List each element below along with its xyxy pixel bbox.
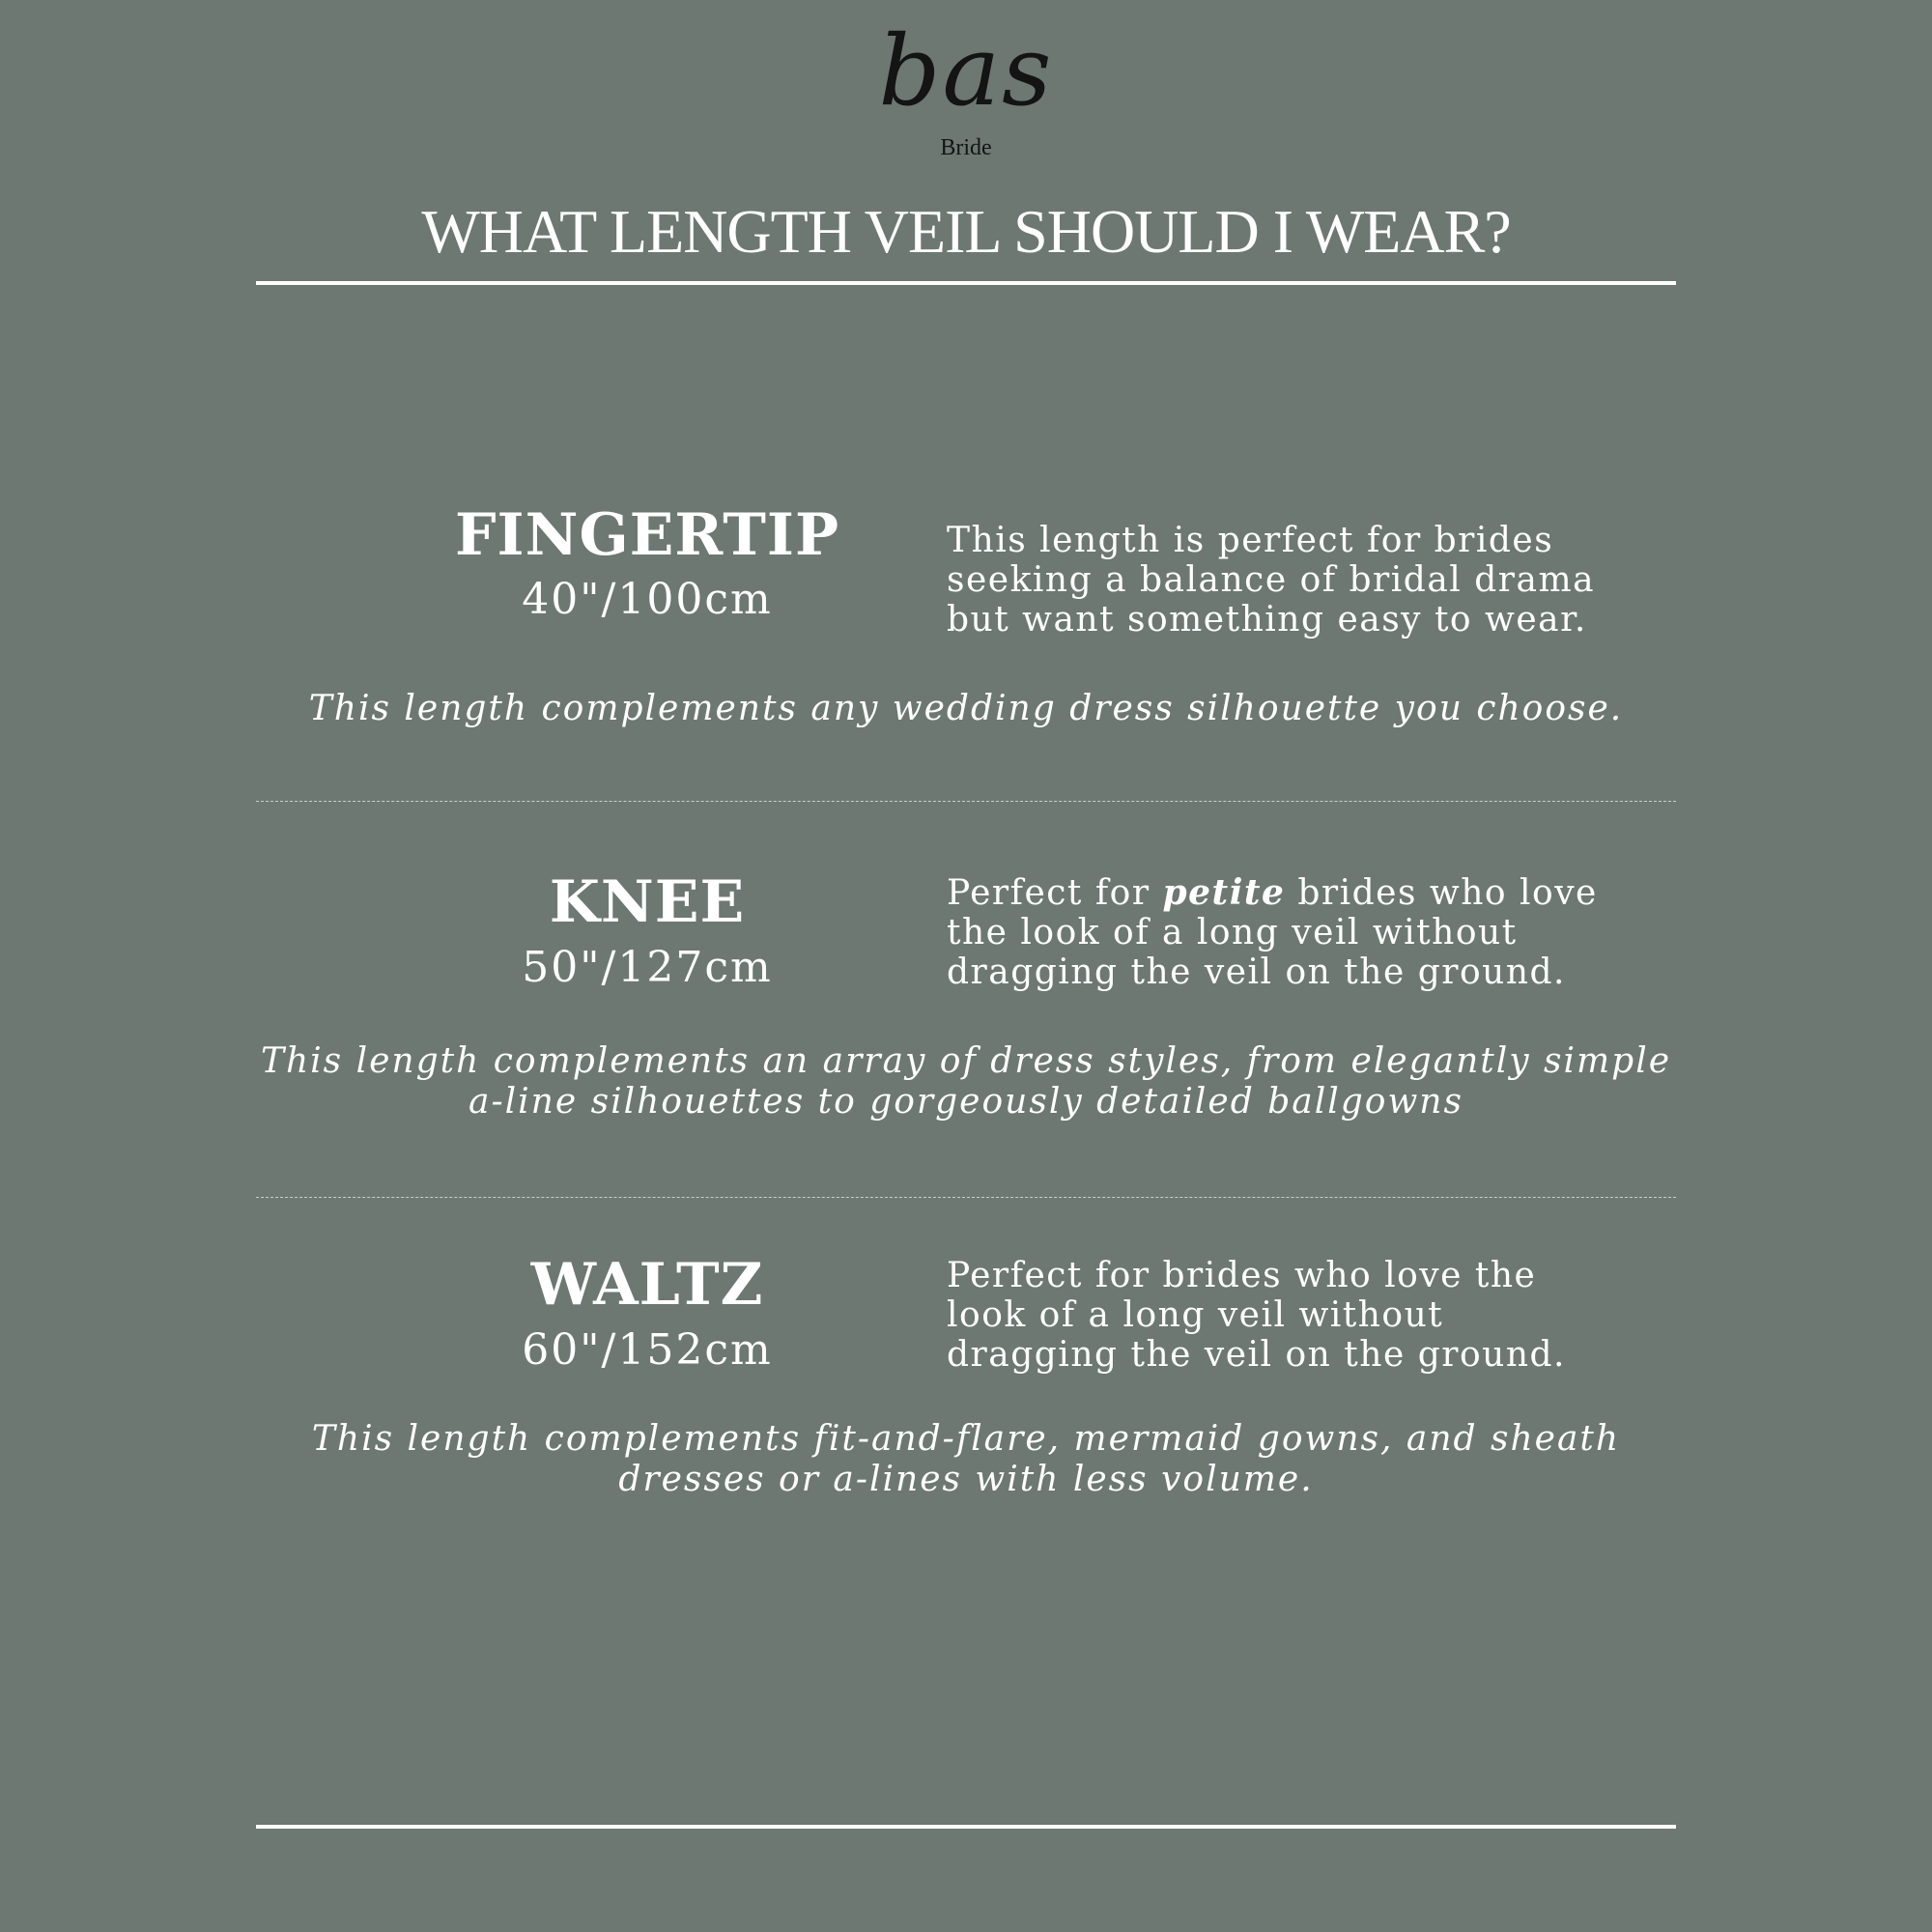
veil-note-waltz: [193, 1419, 1739, 1500]
note-line: a-line silhouettes to gorgeously detailed ballgowns: [469, 1082, 1463, 1122]
note-line: This length complements fit-and-flare, mermaid gowns, and sheath: [311, 1419, 1621, 1459]
description-prefix: Perfect for: [947, 873, 1163, 913]
veil-measure-waltz: 60"/152cm: [522, 1325, 773, 1375]
veil-description-fingertip: [947, 521, 1642, 639]
description-line: Perfect for brides who love the: [947, 1256, 1537, 1295]
brand-logo-script: bas: [878, 14, 1054, 128]
description-line: This length is perfect for brides: [947, 521, 1554, 560]
veil-name-knee: KNEE: [549, 868, 746, 936]
description-line: dragging the veil on the ground.: [947, 952, 1566, 992]
note-line: This length complements an array of dress styles, from elegantly simple: [260, 1041, 1672, 1081]
description-line: but want something easy to wear.: [947, 600, 1587, 639]
note-line: This length complements any wedding dress silhouette you choose.: [308, 689, 1624, 728]
veil-measure-knee: 50"/127cm: [522, 943, 773, 992]
footer-rule: [256, 1825, 1676, 1829]
veil-name-waltz: WALTZ: [530, 1251, 764, 1319]
title-underline: [256, 281, 1676, 285]
brand-logo: [869, 14, 1063, 158]
page-title: WHAT LENGTH VEIL SHOULD I WEAR?: [421, 197, 1511, 266]
description-rest: brides who love: [1297, 873, 1598, 913]
description-line: dragging the veil on the ground.: [947, 1335, 1566, 1375]
description-line: [947, 873, 1642, 913]
description-line: seeking a balance of bridal drama: [947, 560, 1596, 600]
section-divider: [256, 801, 1676, 802]
veil-measure-fingertip: 40"/100cm: [522, 575, 773, 624]
veil-note-fingertip: [193, 689, 1739, 729]
veil-description-waltz: [947, 1256, 1642, 1375]
description-line: the look of a long veil without: [947, 913, 1518, 952]
description-emphasis: petite: [1162, 872, 1286, 913]
section-divider: [256, 1197, 1676, 1198]
veil-note-knee: [193, 1041, 1739, 1122]
veil-description-knee: [947, 873, 1642, 992]
veil-name-fingertip: FINGERTIP: [454, 501, 840, 569]
brand-logo-subtitle: Bride: [940, 135, 992, 160]
note-line: dresses or a-lines with less volume.: [618, 1460, 1314, 1499]
description-line: look of a long veil without: [947, 1295, 1444, 1335]
